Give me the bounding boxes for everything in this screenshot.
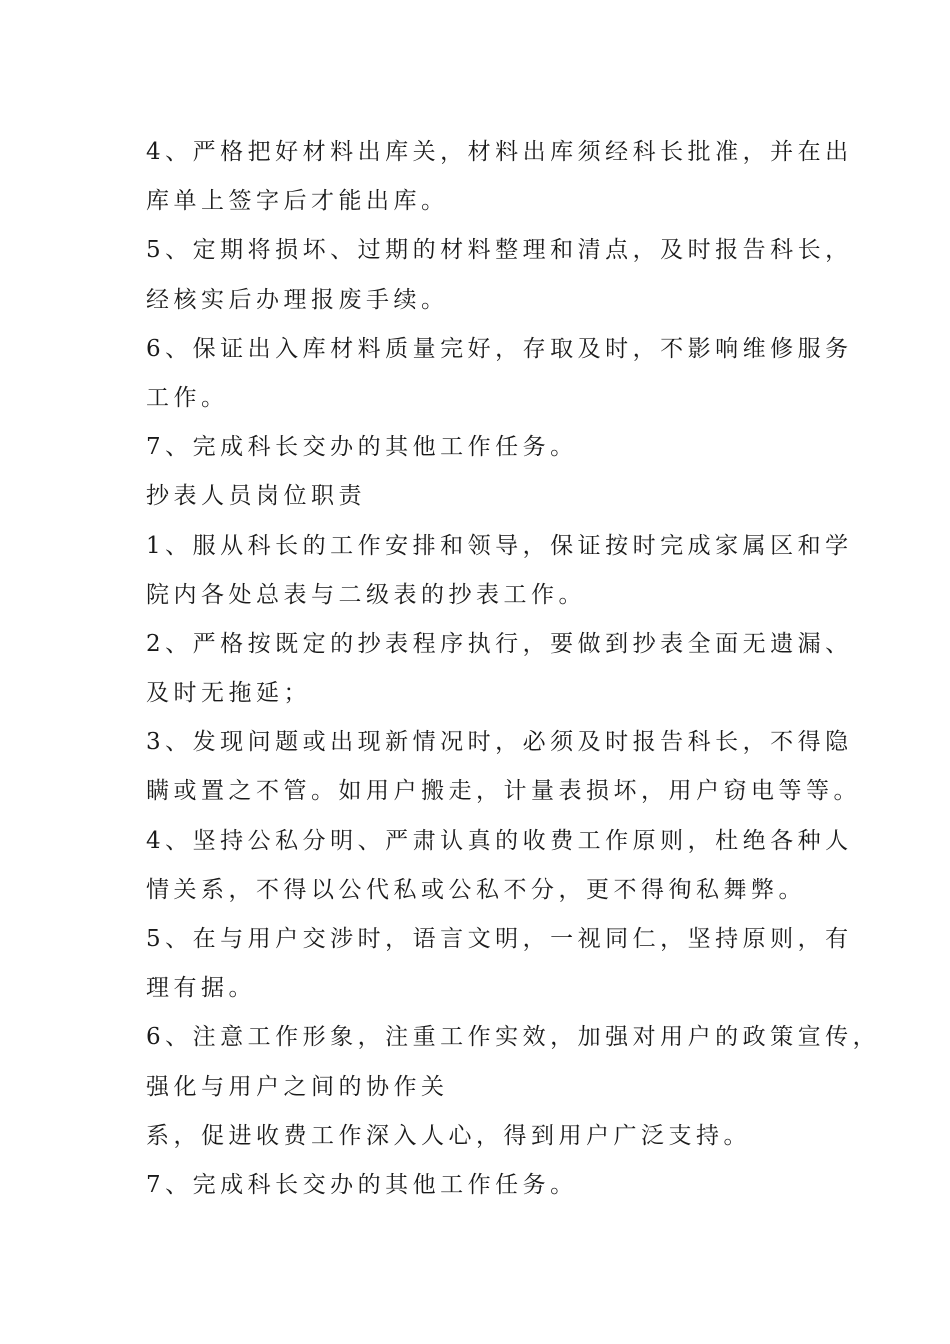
text-line: 系，促进收费工作深入人心，得到用户广泛支持。: [146, 1122, 751, 1149]
text-line: 理有据。: [146, 975, 256, 1002]
text-line: 经核实后办理报废手续。: [146, 286, 449, 313]
text-line: 6、保证出入库材料质量完好，存取及时，不影响维修服务: [146, 335, 853, 362]
text-line: 7、完成科长交办的其他工作任务。: [146, 1171, 578, 1198]
section-heading: 抄表人员岗位职责: [146, 483, 366, 510]
text-line: 库单上签字后才能出库。: [146, 188, 449, 215]
text-line: 强化与用户之间的协作关: [146, 1073, 449, 1100]
text-line: 及时无拖延；: [146, 680, 311, 707]
text-line: 情关系，不得以公代私或公私不分，更不得徇私舞弊。: [146, 876, 806, 903]
text-line: 7、完成科长交办的其他工作任务。: [146, 434, 578, 461]
text-line: 5、定期将损坏、过期的材料整理和清点，及时报告科长，: [146, 237, 853, 264]
text-line: 2、严格按既定的抄表程序执行，要做到抄表全面无遗漏、: [146, 630, 853, 657]
text-line: 4、严格把好材料出库关，材料出库须经科长批准，并在出: [146, 139, 853, 165]
text-line: 1、服从科长的工作安排和领导，保证按时完成家属区和学: [146, 532, 853, 559]
text-line: 院内各处总表与二级表的抄表工作。: [146, 581, 586, 608]
text-line: 工作。: [146, 384, 229, 411]
text-line: 6、注意工作形象，注重工作实效，加强对用户的政策宣传，: [146, 1024, 881, 1051]
text-line: 4、坚持公私分明、严肃认真的收费工作原则，杜绝各种人: [146, 827, 853, 854]
text-line: 5、在与用户交涉时，语言文明，一视同仁，坚持原则，有: [146, 926, 853, 952]
document-body: [146, 128, 881, 1210]
text-line: 瞒或置之不管。如用户搬走，计量表损坏，用户窃电等等。: [146, 778, 861, 805]
text-line: 3、发现问题或出现新情况时，必须及时报告科长，不得隐: [146, 729, 853, 756]
